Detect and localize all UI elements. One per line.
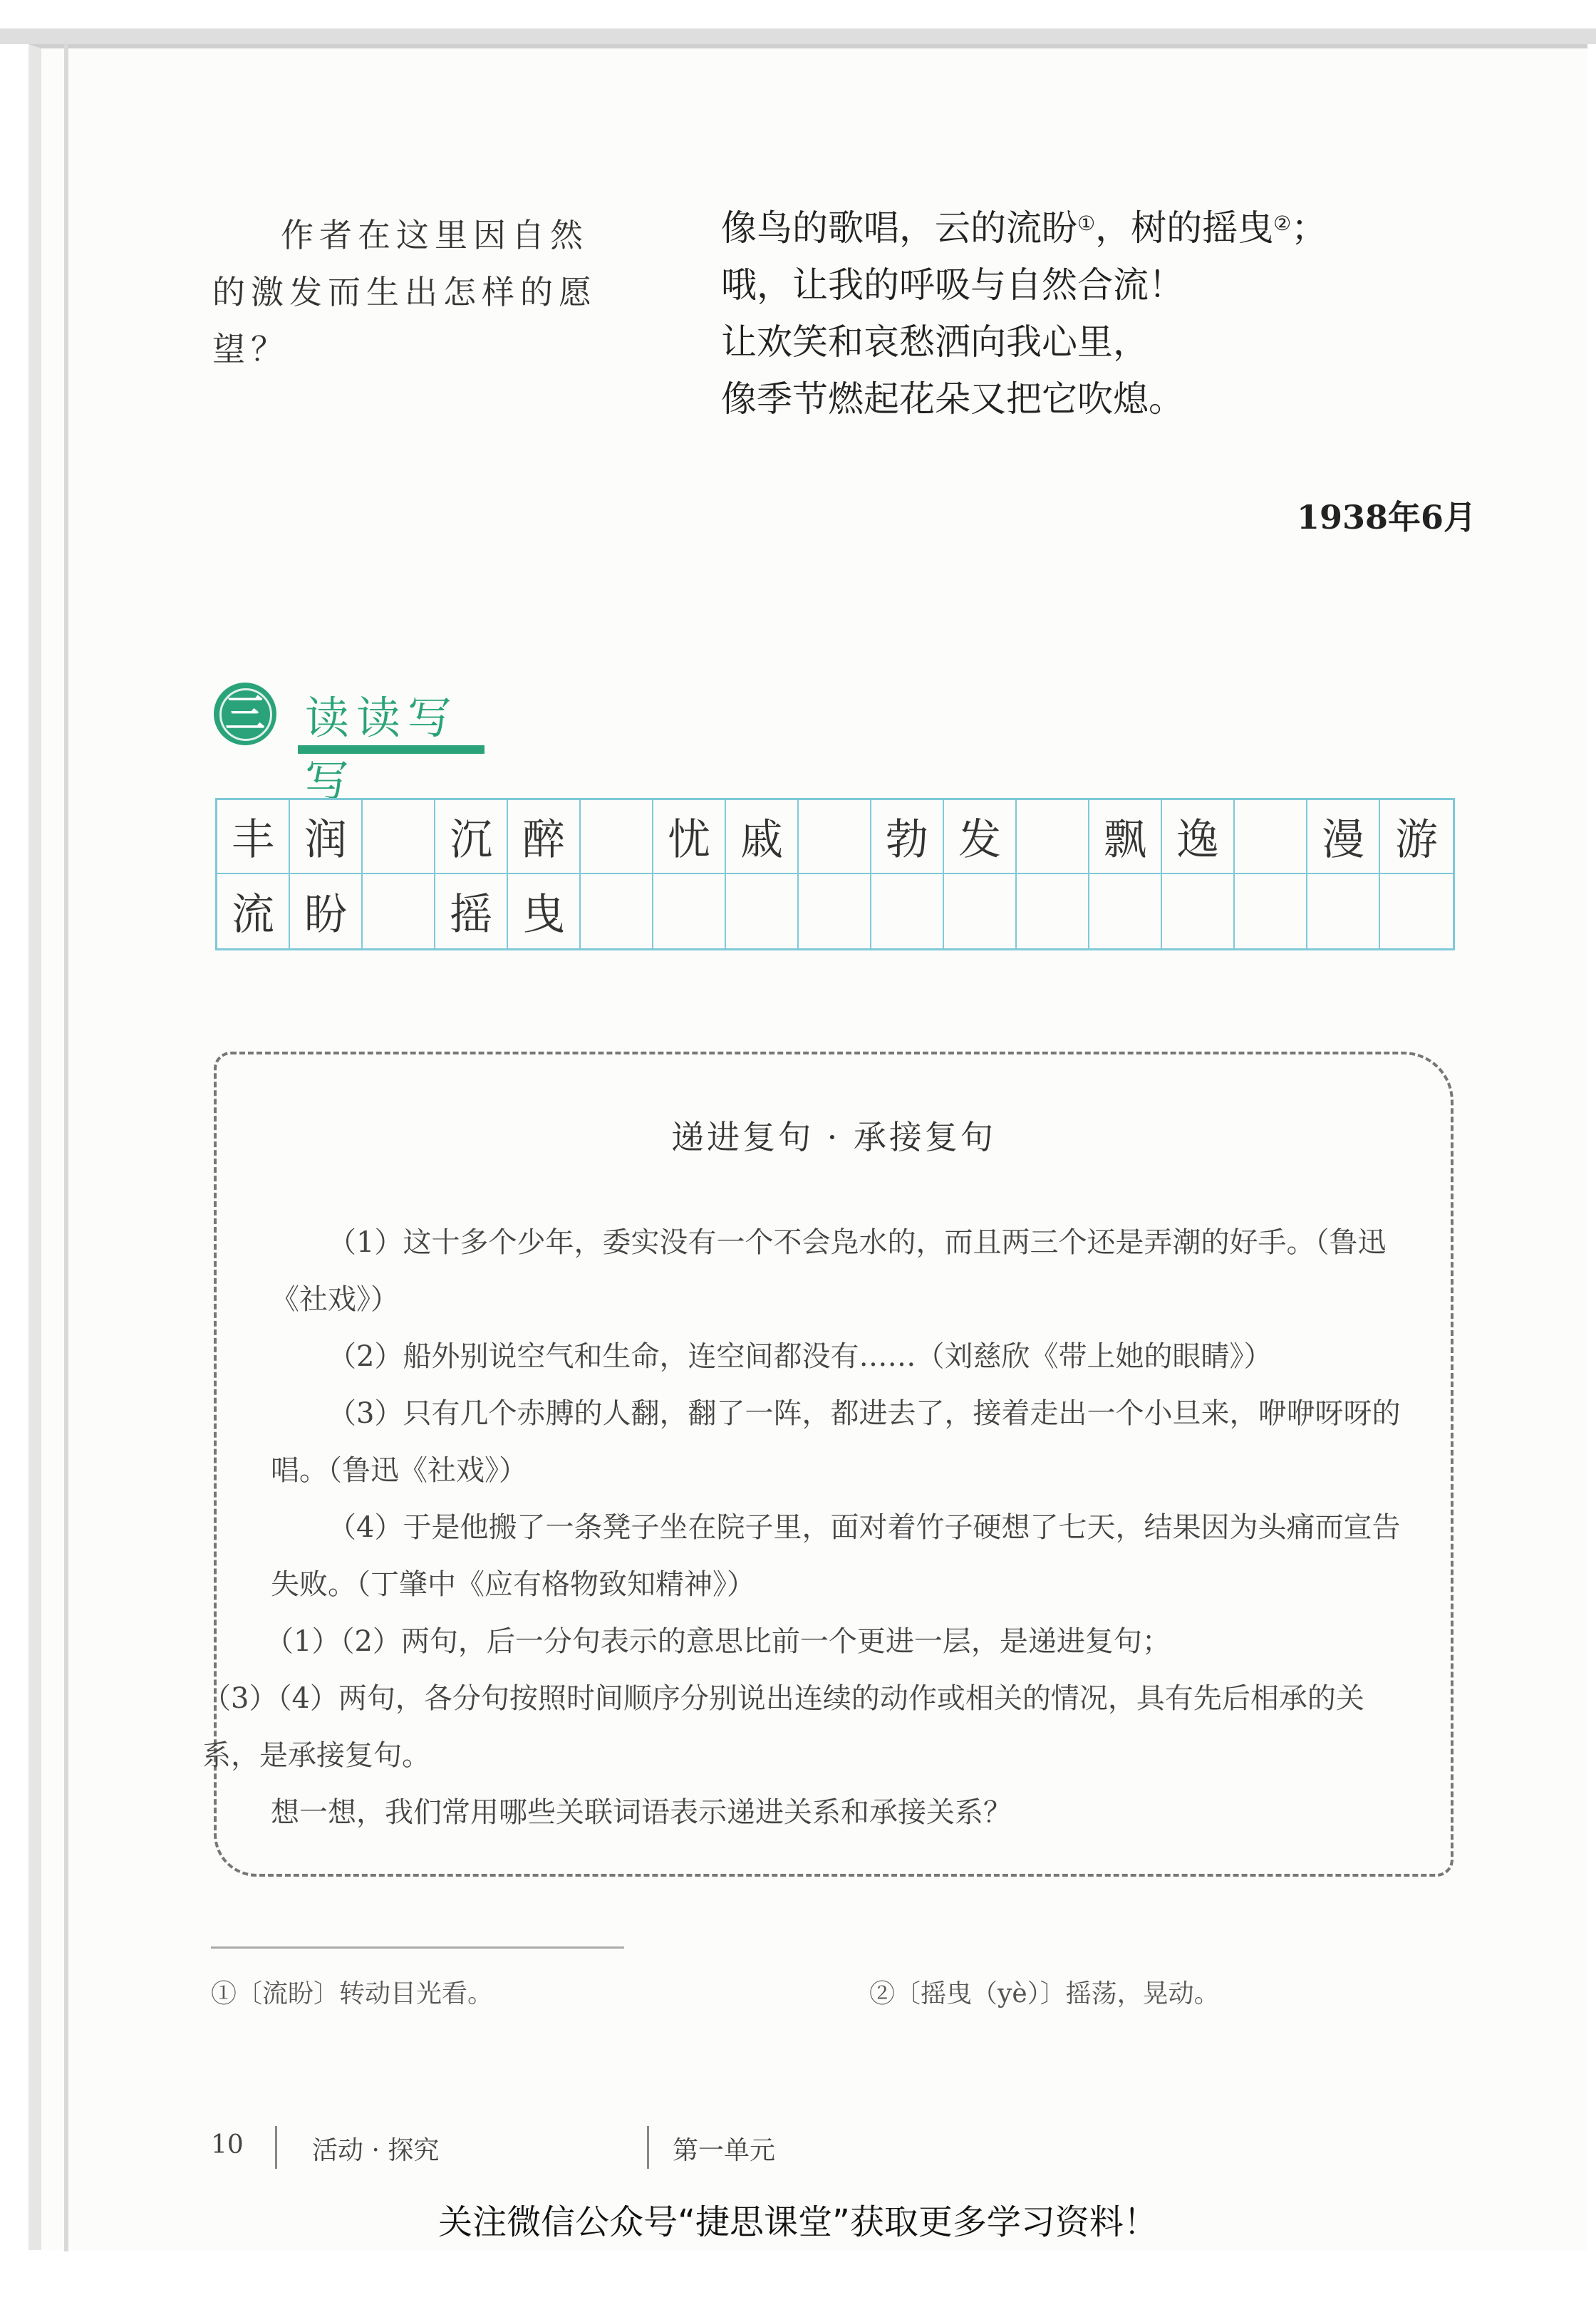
grid-cell bbox=[1307, 874, 1380, 948]
grid-cell: 发 bbox=[944, 800, 1017, 874]
grid-cell bbox=[871, 874, 944, 948]
poem-date: 1938年6月 bbox=[1297, 498, 1477, 536]
margin-question bbox=[212, 207, 597, 378]
grammar-box-body bbox=[202, 1214, 1411, 1841]
grid-cell: 摇 bbox=[435, 874, 508, 948]
grid-cell bbox=[1089, 874, 1162, 948]
poem-line-1-part-c: ； bbox=[1291, 207, 1327, 249]
grid-cell: 逸 bbox=[1162, 800, 1235, 874]
grid-cell bbox=[653, 874, 726, 948]
grid-cell: 戚 bbox=[726, 800, 799, 874]
poem-line-1-part-b: ，树的摇曳 bbox=[1095, 207, 1274, 249]
grid-cell: 漫 bbox=[1307, 800, 1380, 874]
grid-cell bbox=[363, 874, 435, 948]
footer-divider-2 bbox=[647, 2126, 649, 2169]
section-title-underline bbox=[298, 745, 484, 754]
summary-progressive: （1）（2）两句，后一分句表示的意思比前一个更进一层，是递进复句； bbox=[265, 1625, 1171, 1658]
grid-cell: 游 bbox=[1380, 800, 1453, 874]
question-line-1: 作者在这里因自然 bbox=[281, 216, 589, 254]
grid-cell: 曳 bbox=[508, 874, 581, 948]
section-heading bbox=[214, 683, 499, 807]
grid-cell bbox=[799, 874, 871, 948]
grid-cell bbox=[944, 874, 1017, 948]
footer-unit-name: 第一单元 bbox=[673, 2136, 776, 2165]
vocabulary-grid bbox=[215, 798, 1455, 950]
question-line-3: 望？ bbox=[212, 330, 289, 368]
example-sentence-3: （3）只有几个赤膊的人翻，翻了一阵，都进去了，接着走出一个小旦来，咿咿呀呀的唱。（鲁迅《社戏》） bbox=[271, 1397, 1401, 1487]
footer-divider-1 bbox=[275, 2126, 277, 2169]
poem-line-1 bbox=[721, 199, 1434, 256]
footnote-ref-2: ② bbox=[1273, 212, 1292, 235]
grid-cell bbox=[799, 800, 871, 874]
question-line-2: 的激发而生出怎样的愿 bbox=[212, 273, 597, 311]
poem-line-4: 像季节燃起花朵又把它吹熄。 bbox=[721, 378, 1184, 420]
footnote-divider bbox=[211, 1946, 624, 1949]
grid-cell: 流 bbox=[217, 874, 290, 948]
grid-cell: 盼 bbox=[290, 874, 363, 948]
grammar-box-title: 递进复句 · 承接复句 bbox=[671, 1118, 996, 1156]
summary-successive: （3）（4）两句，各分句按照时间顺序分别说出连续的动作或相关的情况，具有先后相承的关系，是承接复句。 bbox=[202, 1682, 1364, 1772]
grid-cell bbox=[363, 800, 435, 874]
grid-cell: 飘 bbox=[1089, 800, 1162, 874]
grid-cell bbox=[726, 874, 799, 948]
poem-stanza bbox=[721, 199, 1434, 427]
grid-cell: 勃 bbox=[871, 800, 944, 874]
page-number: 10 bbox=[211, 2130, 244, 2160]
poem-line-2: 哦，让我的呼吸与自然合流！ bbox=[721, 264, 1184, 306]
grid-cell bbox=[1380, 874, 1453, 948]
grid-cell bbox=[1162, 874, 1235, 948]
example-sentence-1: （1）这十多个少年，委实没有一个不会凫水的，而且两三个还是弄潮的好手。（鲁迅《社戏》） bbox=[271, 1226, 1387, 1316]
grid-cell bbox=[1017, 800, 1089, 874]
example-sentence-4: （4）于是他搬了一条凳子坐在院子里，面对着竹子硬想了七天，结果因为头痛而宣告失败。（丁肇中《应有格物致知精神》） bbox=[271, 1511, 1401, 1601]
think-question: 想一想，我们常用哪些关联词语表示递进关系和承接关系？ bbox=[271, 1796, 1012, 1829]
section-number-badge: 三 bbox=[214, 683, 276, 745]
footnote-2: ②〔摇曳（yè）〕摇荡，晃动。 bbox=[869, 1979, 1220, 2008]
section-title: 读读写写 bbox=[305, 692, 460, 807]
grid-cell: 忧 bbox=[653, 800, 726, 874]
footer-section-name: 活动 · 探究 bbox=[312, 2136, 440, 2165]
grid-cell: 醉 bbox=[508, 800, 581, 874]
grammar-knowledge-box bbox=[202, 1052, 1454, 1877]
grid-cell bbox=[581, 800, 653, 874]
promo-banner: 关注微信公众号“捷思课堂”获取更多学习资料！ bbox=[438, 2202, 1158, 2242]
grid-cell: 丰 bbox=[217, 800, 290, 874]
grid-cell: 润 bbox=[290, 800, 363, 874]
poem-line-3: 让欢笑和哀愁洒向我心里， bbox=[721, 321, 1149, 363]
page-top-shadow bbox=[0, 28, 1596, 44]
page-left-edge bbox=[64, 43, 68, 2251]
grid-cell bbox=[1235, 874, 1307, 948]
footnote-ref-1: ① bbox=[1077, 212, 1096, 235]
grid-cell bbox=[1017, 874, 1089, 948]
example-sentence-2: （2）船外别说空气和生命，连空间都没有……（刘慈欣《带上她的眼睛》） bbox=[328, 1340, 1273, 1373]
grid-cell: 沉 bbox=[435, 800, 508, 874]
grid-cell bbox=[581, 874, 653, 948]
poem-line-1-part-a: 像鸟的歌唱，云的流盼 bbox=[721, 207, 1077, 249]
grid-cell bbox=[1235, 800, 1307, 874]
footnote-1: ①〔流盼〕转动目光看。 bbox=[211, 1979, 494, 2008]
